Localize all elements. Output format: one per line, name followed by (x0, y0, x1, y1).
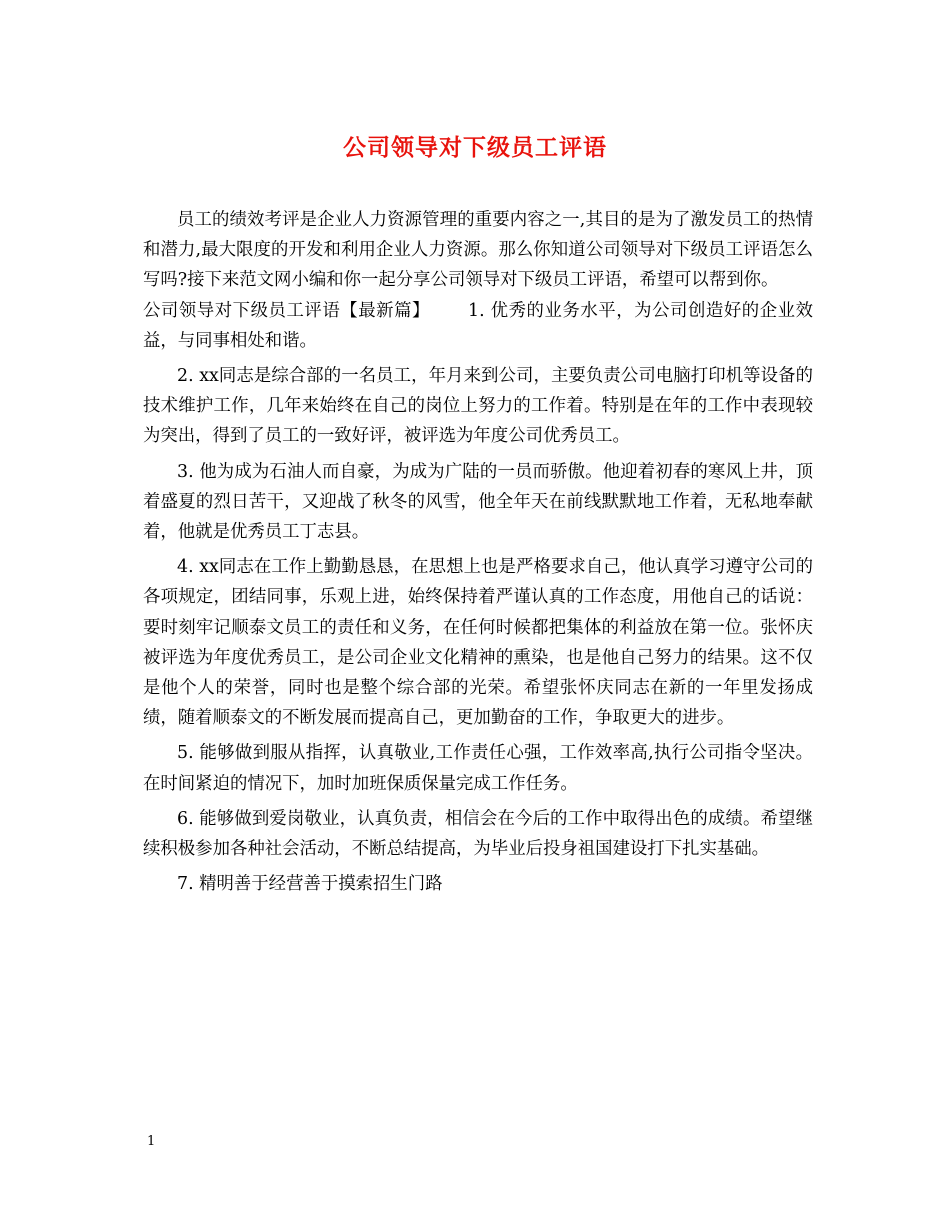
list-item-7: 7. 精明善于经营善于摸索招生门路 (177, 874, 443, 895)
section-paragraph (143, 296, 813, 356)
section-heading: 公司领导对下级员工评语【最新篇】 (143, 300, 430, 321)
page-number: 1 (147, 1134, 156, 1149)
intro-paragraph: 员工的绩效考评是企业人力资源管理的重要内容之一,其目的是为了激发员工的热情和潜力,最大限度的开发和利用企业人力资源。那么你知道公司领导对下级员工评语怎么写吗?接下来范文网小编和你一起分享公司领导对下级员工评语，希望可以帮到你。 (143, 210, 813, 291)
list-item-4: 4. xx同志在工作上勤勤恳恳，在思想上也是严格要求自己，他认真学习遵守公司的各项规定，团结同事，乐观上进，始终保持着严谨认真的工作态度，用他自己的话说：要时刻牢记顺泰文员工的责任和义务，在任何时候都把集体的利益放在第一位。张怀庆被评选为年度优秀员工，是公司企业文化精神的熏染，也是他自己努力的结果。这不仅是他个人的荣誉，同时也是整个综合部的光荣。希望张怀庆同志在新的一年里发扬成绩，随着顺泰文的不断发展而提高自己，更加勤奋的工作，争取更大的进步。 (143, 557, 813, 729)
document-title: 公司领导对下级员工评语 (343, 134, 607, 161)
document-body (143, 205, 813, 904)
list-item-1: 1. 优秀的业务水平，为公司创造好的企业效益，与同事相处和谐。 (143, 300, 813, 351)
list-item-5: 5. 能够做到服从指挥，认真敬业,工作责任心强，工作效率高,执行公司指令坚决。在时间紧迫的情况下，加时加班保质保量完成工作任务。 (143, 743, 813, 794)
list-item-6: 6. 能够做到爱岗敬业，认真负责，相信会在今后的工作中取得出色的成绩。希望继续积极参加各种社会活动，不断总结提高，为毕业后投身祖国建设打下扎实基础。 (143, 808, 813, 860)
list-item-2: 2. xx同志是综合部的一名员工，年月来到公司，主要负责公司电脑打印机等设备的技术维护工作，几年来始终在自己的岗位上努力的工作着。特别是在年的工作中表现较为突出，得到了员工的一致好评，被评选为年度公司优秀员工。 (143, 366, 813, 447)
list-item-3: 3. 他为成为石油人而自豪，为成为广陆的一员而骄傲。他迎着初春的寒风上井，顶着盛夏的烈日苦干，又迎战了秋冬的风雪，他全年天在前线默默地工作着，无私地奉献着，他就是优秀员工丁志县。 (143, 461, 813, 543)
